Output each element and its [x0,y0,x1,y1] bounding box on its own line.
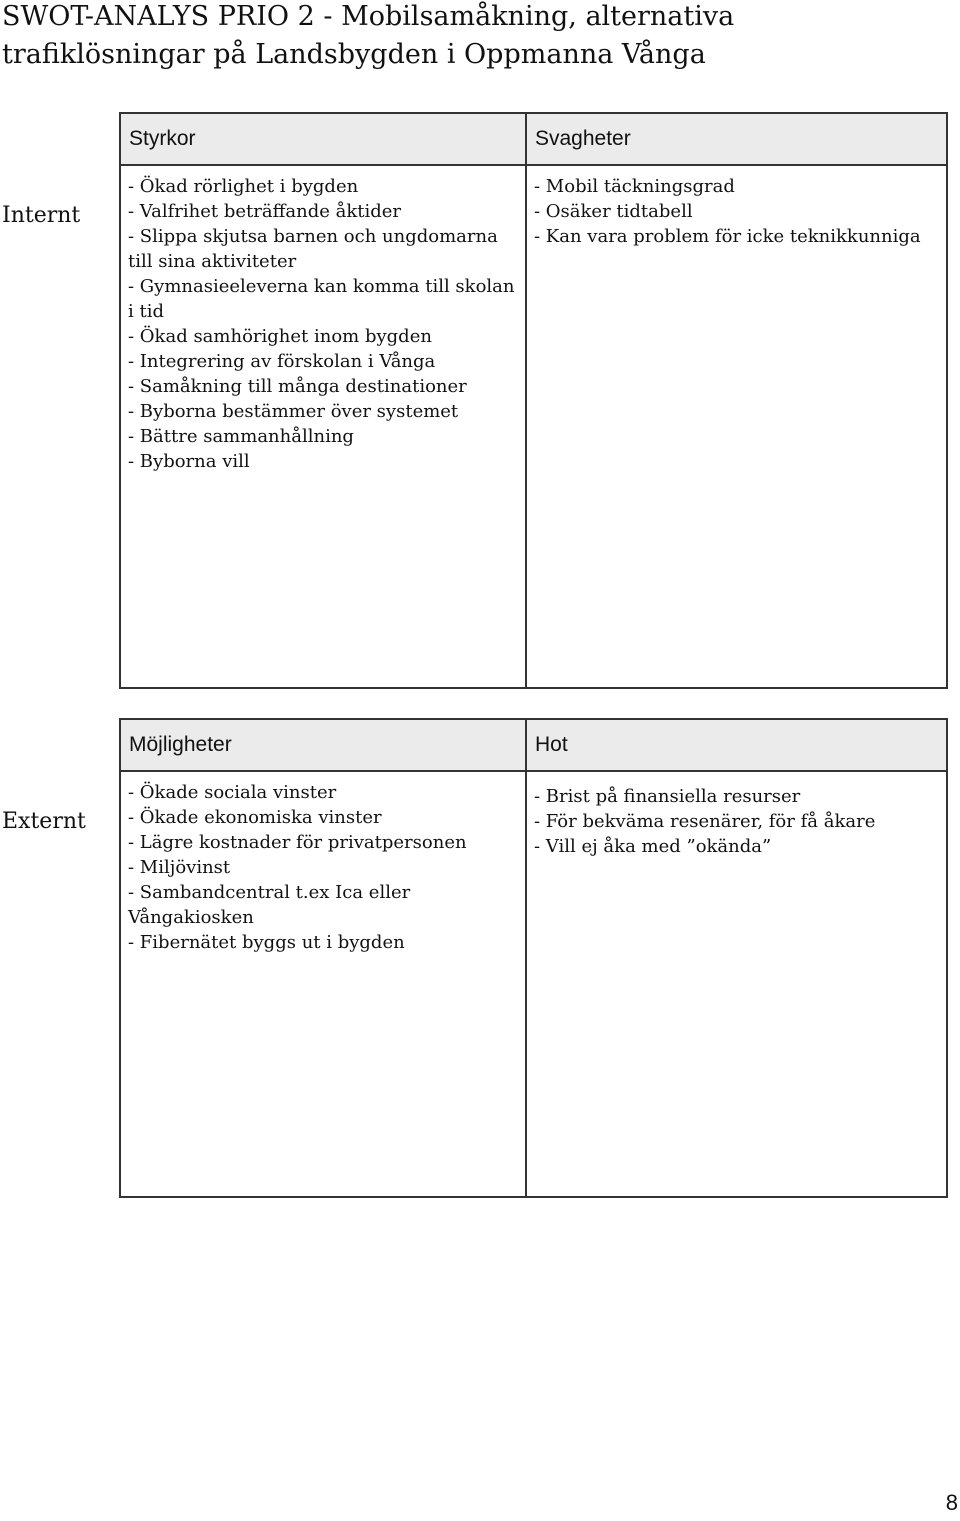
threats-cell [526,771,947,1197]
document-title [2,0,952,74]
strengths-item: - Slippa skjutsa barnen och ungdomarna [128,226,498,247]
opportunities-item: - Fibernätet byggs ut i bygden [128,932,405,953]
weaknesses-item: - Mobil täckningsgrad [534,176,735,197]
internal-label: Internt [2,203,81,228]
title-line-2: trafiklösningar på Landsbygden i Oppmanna Vånga [2,39,706,70]
strengths-item: i tid [128,301,164,322]
strengths-item: - Byborna bestämmer över systemet [128,401,459,422]
strengths-item: - Gymnasieeleverna kan komma till skolan [128,276,515,297]
strengths-item: - Integrering av förskolan i Vånga [128,351,436,372]
strengths-cell [120,165,526,688]
title-line-1: SWOT-ANALYS PRIO 2 - Mobilsamåkning, alternativa [2,1,735,32]
weaknesses-cell [526,165,947,688]
strengths-item: - Valfrihet beträffande åktider [128,201,402,222]
opportunities-item: - Ökade ekonomiska vinster [128,807,382,828]
threats-heading: Hot [526,719,947,771]
external-swot-table [119,718,948,1198]
strengths-item: - Ökad samhörighet inom bygden [128,326,432,347]
page-number: 8 [945,1490,958,1515]
threats-item: - För bekväma resenärer, för få åkare [534,811,876,832]
threats-item: - Brist på finansiella resurser [534,786,801,807]
strengths-heading: Styrkor [120,113,526,165]
strengths-item: - Bättre sammanhållning [128,426,354,447]
strengths-item: till sina aktiviteter [128,251,297,272]
strengths-item: - Byborna vill [128,451,250,472]
internal-swot-table [119,112,948,689]
opportunities-heading: Möjligheter [120,719,526,771]
opportunities-item: - Sambandcentral t.ex Ica eller [128,882,411,903]
strengths-item: - Samåkning till många destinationer [128,376,467,397]
opportunities-cell [120,771,526,1197]
external-label: Externt [2,809,86,834]
weaknesses-heading: Svagheter [526,113,947,165]
opportunities-item: - Miljövinst [128,857,231,878]
strengths-item: - Ökad rörlighet i bygden [128,176,359,197]
weaknesses-item: - Kan vara problem för icke teknikkunniga [534,226,921,247]
weaknesses-item: - Osäker tidtabell [534,201,693,222]
threats-item: - Vill ej åka med ”okända” [534,836,772,857]
opportunities-item: Vångakiosken [128,907,254,928]
opportunities-item: - Lägre kostnader för privatpersonen [128,832,467,853]
opportunities-item: - Ökade sociala vinster [128,782,337,803]
